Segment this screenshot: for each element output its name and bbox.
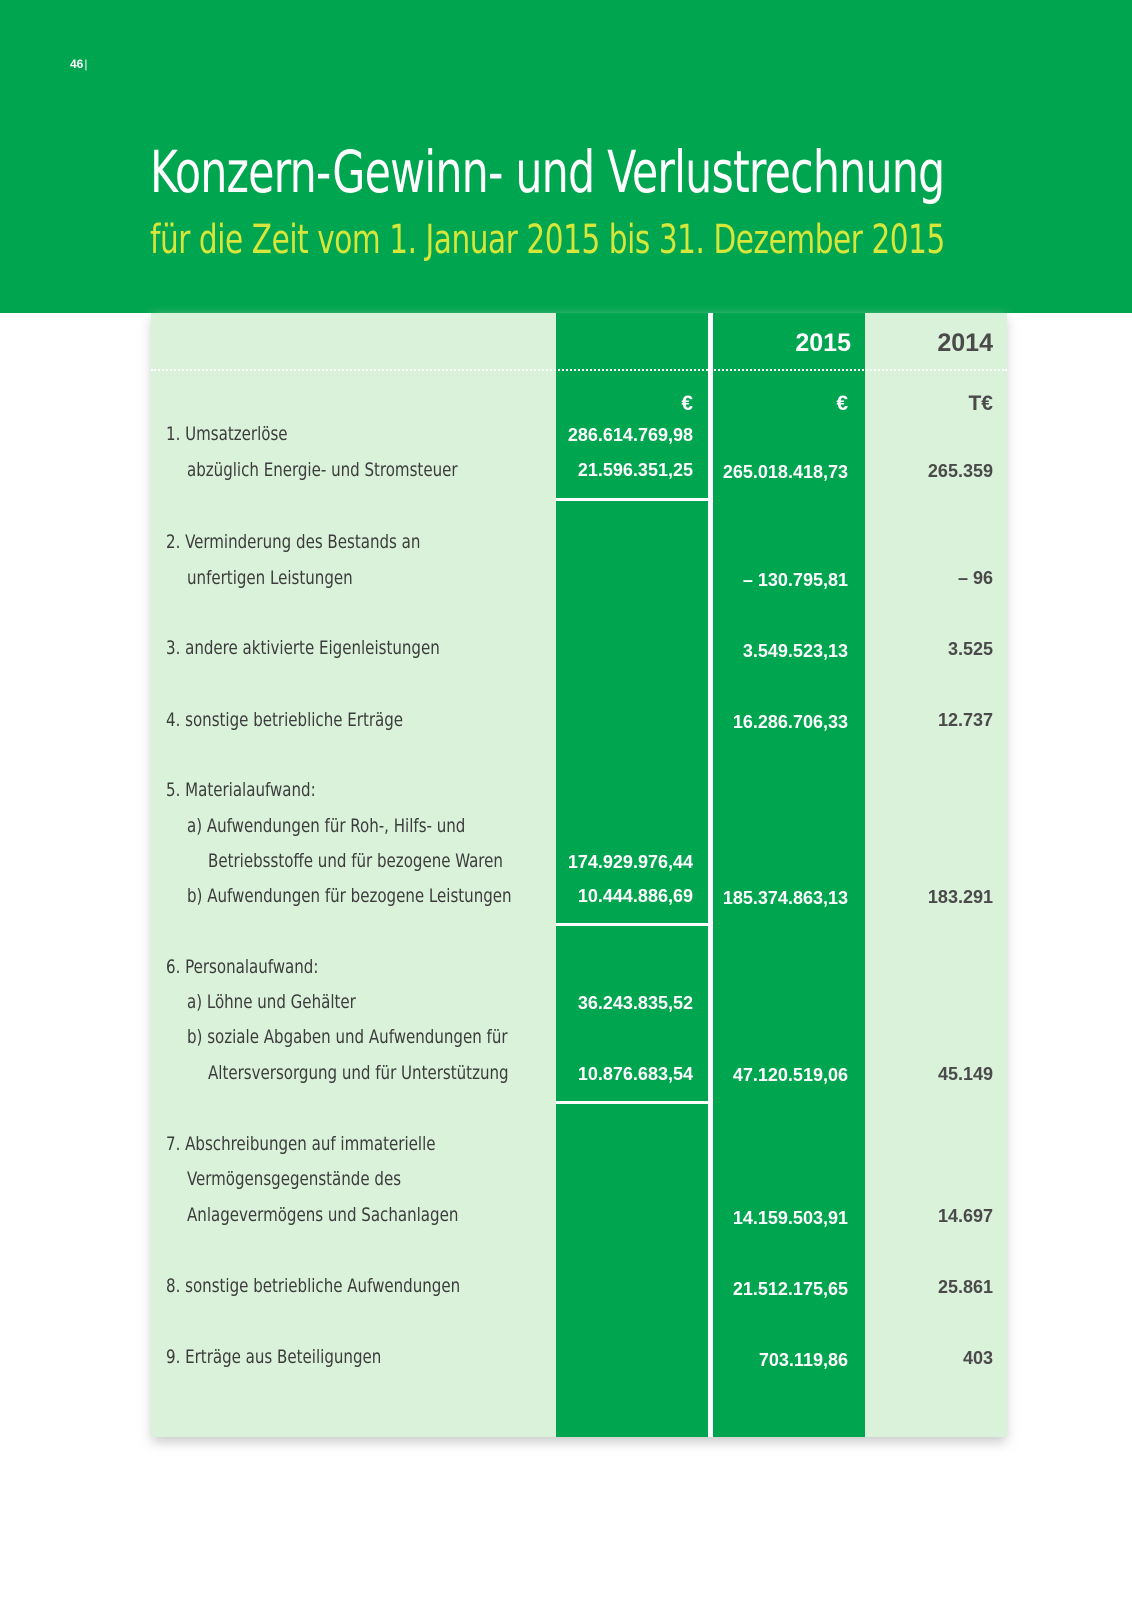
- income-statement-table: [151, 313, 1007, 1437]
- year-header-current: 2015: [795, 329, 851, 357]
- subtotal-underline: [556, 923, 708, 926]
- row-label: 7. Abschreibungen auf immaterielle: [166, 1133, 436, 1155]
- row-label: 3. andere aktivierte Eigenleistungen: [166, 637, 440, 659]
- row-value-c: 25.861: [937, 1277, 993, 1297]
- row-label: 5. Materialaufwand:: [166, 779, 316, 801]
- row-value-a: 174.929.976,44: [567, 852, 693, 872]
- row-label: 2. Verminderung des Bestands an: [166, 531, 421, 553]
- row-value-c: 403: [962, 1348, 993, 1368]
- column-detail-amounts: [556, 313, 708, 1437]
- row-value-a: 36.243.835,52: [577, 993, 693, 1013]
- unit-col-a: €: [681, 392, 693, 415]
- row-label: unfertigen Leistungen: [187, 567, 353, 589]
- row-value-b: 21.512.175,65: [732, 1279, 848, 1299]
- row-value-a: 10.876.683,54: [577, 1064, 693, 1084]
- page-number-value: 46: [70, 57, 84, 71]
- row-label: abzüglich Energie- und Stromsteuer: [187, 459, 458, 481]
- row-label: 8. sonstige betriebliche Aufwendungen: [166, 1275, 461, 1297]
- subtotal-underline: [556, 498, 708, 501]
- row-label: 1. Umsatzerlöse: [166, 423, 288, 445]
- row-value-c: – 96: [957, 568, 993, 588]
- row-label: Altersversorgung und für Unterstützung: [208, 1062, 509, 1084]
- unit-col-b: €: [836, 392, 848, 415]
- row-value-b: 47.120.519,06: [732, 1065, 848, 1085]
- header-band: [0, 0, 1132, 313]
- row-value-b: 3.549.523,13: [742, 641, 848, 661]
- row-value-c: 265.359: [927, 461, 993, 481]
- header-divider: [151, 369, 1007, 371]
- row-value-b: – 130.795,81: [742, 570, 848, 590]
- row-label: Vermögensgegenstände des: [187, 1168, 402, 1190]
- row-value-a: 10.444.886,69: [577, 886, 693, 906]
- unit-col-c: T€: [968, 392, 993, 415]
- row-value-b: 703.119,86: [758, 1350, 848, 1370]
- row-value-a: 21.596.351,25: [577, 460, 693, 480]
- row-value-c: 12.737: [937, 710, 993, 730]
- row-label: 4. sonstige betriebliche Erträge: [166, 709, 404, 731]
- row-label: b) Aufwendungen für bezogene Leistungen: [187, 885, 512, 907]
- row-value-a: 286.614.769,98: [567, 425, 693, 445]
- row-label: Betriebsstoffe und für bezogene Waren: [208, 850, 503, 872]
- row-value-b: 16.286.706,33: [732, 712, 848, 732]
- row-label: Anlagevermögens und Sachanlagen: [187, 1204, 459, 1226]
- row-label: b) soziale Abgaben und Aufwendungen für: [187, 1026, 508, 1048]
- subtotal-underline: [556, 1101, 708, 1104]
- row-value-c: 14.697: [937, 1206, 993, 1226]
- row-label: a) Aufwendungen für Roh-, Hilfs- und: [187, 815, 466, 837]
- year-header-prior: 2014: [937, 329, 993, 357]
- row-label: a) Löhne und Gehälter: [187, 991, 356, 1013]
- row-value-c: 3.525: [947, 639, 993, 659]
- row-value-c: 183.291: [927, 887, 993, 907]
- page-subtitle: für die Zeit vom 1. Januar 2015 bis 31. Dezember 2015: [150, 217, 945, 263]
- row-label: 9. Erträge aus Beteiligungen: [166, 1346, 382, 1368]
- row-value-b: 185.374.863,13: [722, 888, 848, 908]
- row-value-b: 265.018.418,73: [722, 462, 848, 482]
- page-number: [70, 57, 87, 71]
- row-value-c: 45.149: [937, 1064, 993, 1084]
- row-label: 6. Personalaufwand:: [166, 956, 319, 978]
- page-title: Konzern-Gewinn- und Verlustrechnung: [150, 138, 945, 206]
- page-number-separator: |: [84, 57, 88, 71]
- row-value-b: 14.159.503,91: [732, 1208, 848, 1228]
